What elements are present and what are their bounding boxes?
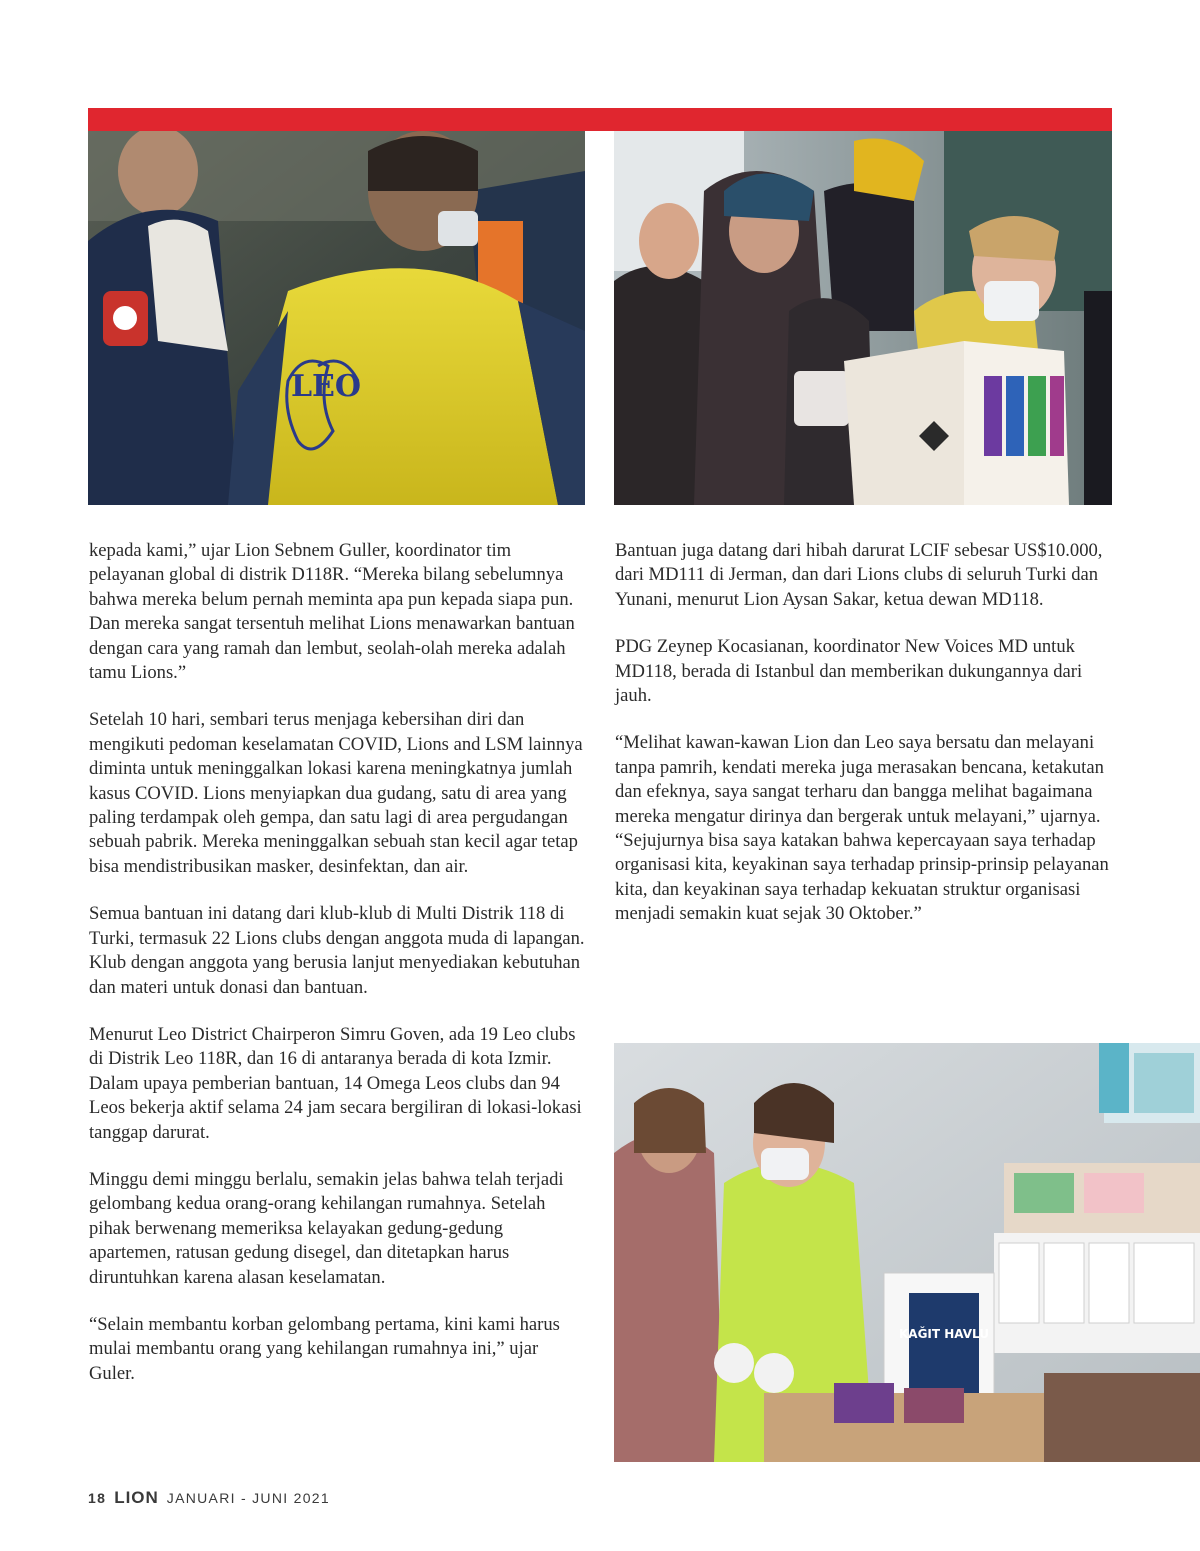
leo-vest-logo-text: LEO [290, 369, 362, 404]
paragraph: Minggu demi minggu berlalu, semakin jelas bahwa telah terjadi gelombang kedua orang-orang kehilangan rumahnya. Setelah pihak berwenang memeriksa kelayakan gedung-gedung apartemen, ratusan gedung disegel, dan ditetapkan harus diruntuhkan karena alasan keselamatan. [89, 1168, 564, 1288]
photo-leo-volunteer [88, 131, 585, 505]
issue-date: JANUARI - JUNI 2021 [166, 1490, 330, 1506]
paragraph: kepada kami,” ujar Lion Sebnem Guller, koordinator tim pelayanan global di distrik D118R. “Mereka bilang sebelumnya bahwa mereka belum pernah meminta apa pun kepada siapa pun. Dan mereka sangat tersentuh melihat Lions menawarkan bantuan dengan cara yang ramah dan lembut, seolah-olah mereka adalah tamu Lions.” [89, 540, 575, 684]
paragraph: Menurut Leo District Chairperon Simru Goven, ada 19 Leo clubs di Distrik Leo 118R, dan 16 di antaranya berada di kota Izmir. Dalam upaya pemberian bantuan, 14 Omega Leos clubs dan 94 Leos bekerja aktif selama 24 jam secara bergiliran di lokasi-lokasi tanggap darurat. [89, 1023, 582, 1143]
page-footer [88, 1488, 330, 1512]
red-accent-bar [88, 108, 1112, 131]
paragraph: “Melihat kawan-kawan Lion dan Leo saya bersatu dan melayani tanpa pamrih, kendati mereka juga merasakan bencana, ketakutan dan efeknya, saya sangat terharu dan bangga melihat bagaimana mereka mengatur dirinya dan bergerak untuk melayani,” ujarnya. “Sejujurnya bisa saya katakan bahwa kepercayaan saya terhadap organisasi kita, keyakinan saya terhadap prinsip-prinsip pelayanan kita, dan keyakinan saya terhadap kekuatan struktur organisasi menjadi semakin kuat sejak 30 Oktober.” [615, 732, 1109, 925]
magazine-name: LION [114, 1488, 159, 1507]
left-text-column [89, 539, 587, 1409]
photo-volunteers-boxes [614, 131, 1112, 505]
paragraph: Semua bantuan ini datang dari klub-klub di Multi Distrik 118 di Turki, termasuk 22 Lions clubs dengan anggota muda di lapangan. Klub dengan anggota yang berusia lanjut menyediakan kebutuhan dan materi untuk donasi dan bantuan. [89, 903, 585, 998]
paragraph: “Selain membantu korban gelombang pertama, kini kami harus mulai membantu orang yang kehilangan rumahnya ini,” ujar Guler. [89, 1313, 560, 1384]
paragraph: PDG Zeynep Kocasianan, koordinator New Voices MD untuk MD118, berada di Istanbul dan memberikan dukungannya dari jauh. [615, 636, 1083, 707]
paragraph: Setelah 10 hari, sembari terus menjaga kebersihan diri dan mengikuti pedoman keselamatan COVID, Lions and LSM lainnya diminta untuk meninggalkan lokasi karena meningkatnya jumlah kasus COVID. Lions menyiapkan dua gudang, satu di area yang paling terdampak oleh gempa, dan satu lagi di area pergudangan sebuah pabrik. Mereka meninggalkan sebuah stan kecil agar tetap bisa mendistribusikan masker, desinfektan, dan air. [89, 709, 583, 877]
photo-sorting-supplies [614, 1043, 1200, 1462]
paragraph: Bantuan juga datang dari hibah darurat LCIF sebesar US$10.000, dari MD111 di Jerman, dan dari Lions clubs di seluruh Turki dan Yunani, menurut Lion Aysan Sakar, ketua dewan MD118. [615, 540, 1103, 610]
right-text-column [615, 539, 1115, 950]
page-number: 18 [88, 1490, 107, 1506]
package-label-text: KAĞIT HAVLU [898, 1327, 990, 1341]
